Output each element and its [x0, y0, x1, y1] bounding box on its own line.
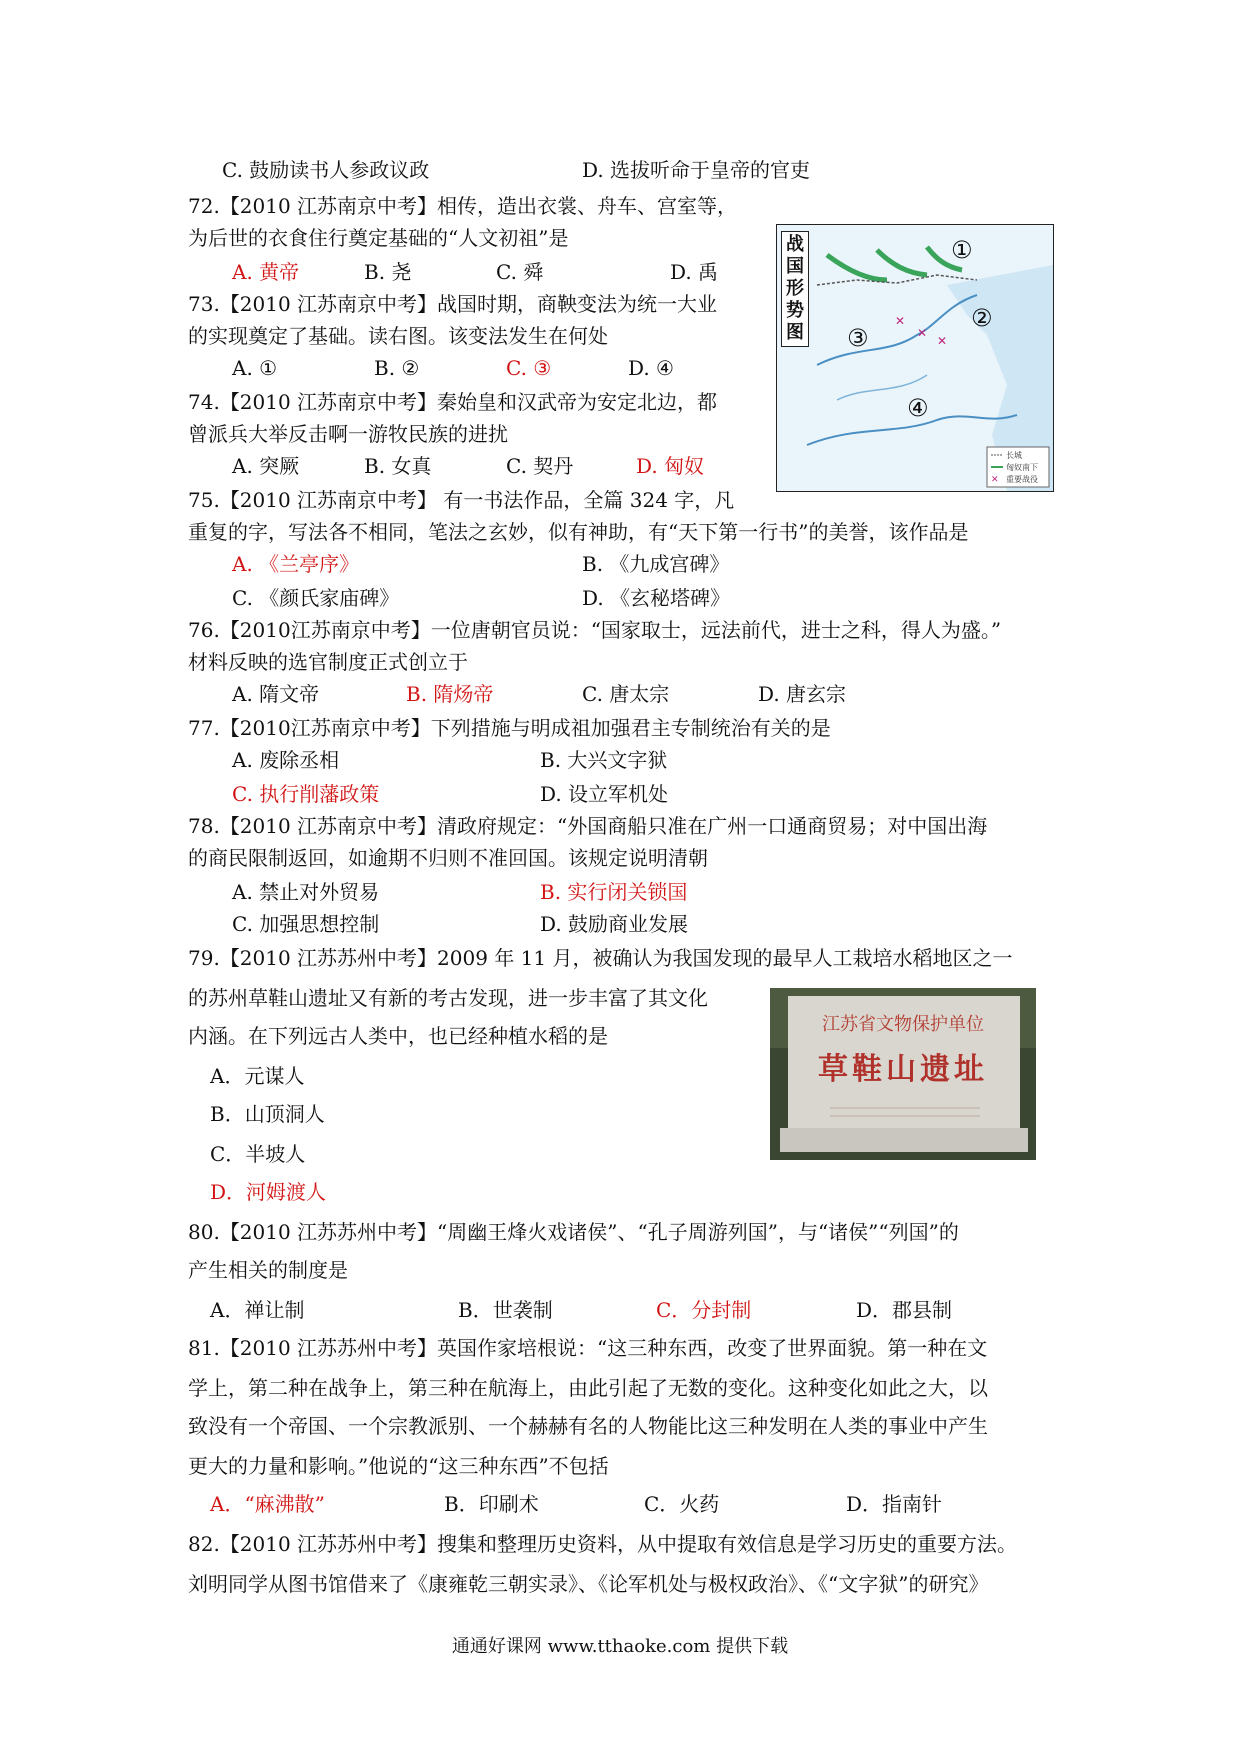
question-75-cont: 重复的字，写法各不相同，笔法之玄妙，似有神助，有“天下第一行书”的美誉，该作品是	[188, 520, 969, 544]
question-75: 75.【2010 江苏南京中考】 有一书法作品，全篇 324 字，凡	[188, 488, 735, 512]
legend-battle: 重要战役	[1006, 475, 1038, 484]
q80-option-d: D．郡县制	[856, 1298, 953, 1322]
q75-option-a: A. 《兰亭序》	[232, 552, 360, 576]
question-81: 81.【2010 江苏苏州中考】英国作家培根说：“这三种东西，改变了世界面貌。第一种在文	[188, 1336, 988, 1360]
warring-states-map	[776, 224, 1054, 492]
question-79-cont: 的苏州草鞋山遗址又有新的考古发现，进一步丰富了其文化	[188, 986, 708, 1010]
q75-option-d: D. 《玄秘塔碑》	[582, 586, 731, 610]
legend-xiongnu: 匈奴南下	[1006, 463, 1038, 472]
q72-option-a: A. 黄帝	[232, 260, 300, 284]
question-73-cont: 的实现奠定了基础。读右图。该变法发生在何处	[188, 324, 608, 348]
svg-text:✕: ✕	[937, 334, 948, 348]
q72-option-b: B. 尧	[364, 260, 412, 284]
q74-option-a: A. 突厥	[232, 454, 300, 478]
q78-option-a: A. 禁止对外贸易	[232, 880, 380, 904]
q73-option-a: A. ①	[232, 356, 278, 380]
question-81-cont: 学上，第二种在战争上，第三种在航海上，由此引起了无数的变化。这种变化如此之大，以	[188, 1376, 988, 1400]
caoxieshan-stone-photo	[770, 988, 1036, 1160]
q76-option-c: C. 唐太宗	[582, 682, 670, 706]
question-73: 73.【2010 江苏南京中考】战国时期，商鞅变法为统一大业	[188, 292, 718, 316]
q80-option-b: B．世袭制	[458, 1298, 553, 1322]
question-79-cont2: 内涵。在下列远古人类中，也已经种植水稻的是	[188, 1024, 608, 1048]
q73-option-b: B. ②	[374, 356, 420, 380]
legend-great-wall: 长城	[1006, 451, 1022, 460]
q71-option-d: D. 选拔听命于皇帝的官吏	[582, 158, 811, 182]
q79-option-a: A．元谋人	[210, 1064, 305, 1088]
q77-option-c: C. 执行削藩政策	[232, 782, 380, 806]
q73-option-c: C. ③	[506, 356, 552, 380]
q74-option-c: C. 契丹	[506, 454, 574, 478]
q72-option-d: D. 禹	[670, 260, 719, 284]
q77-option-a: A. 废除丞相	[232, 748, 340, 772]
stone-title: 草鞋山遗址	[818, 1052, 988, 1087]
q78-option-d: D. 鼓励商业发展	[540, 912, 689, 936]
q76-option-a: A. 隋文帝	[232, 682, 320, 706]
q79-option-c: C．半坡人	[210, 1142, 306, 1166]
q80-option-a: A．禅让制	[210, 1298, 305, 1322]
q78-option-b: B. 实行闭关锁国	[540, 880, 688, 904]
question-72-cont: 为后世的衣食住行奠定基础的“人文初祖”是	[188, 226, 569, 250]
q74-option-d: D. 匈奴	[636, 454, 705, 478]
q78-option-c: C. 加强思想控制	[232, 912, 380, 936]
question-78: 78.【2010 江苏南京中考】清政府规定：“外国商船只准在广州一口通商贸易；对中国出海	[188, 814, 988, 838]
q71-option-c: C. 鼓励读书人参政议政	[222, 158, 430, 182]
q72-option-c: C. 舜	[496, 260, 544, 284]
question-76: 76.【2010江苏南京中考】一位唐朝官员说：“国家取士，远法前代，进士之科，得人为盛。”	[188, 618, 1002, 642]
map-marker-3: ③	[847, 324, 869, 352]
q81-option-d: D．指南针	[846, 1492, 943, 1516]
q73-option-d: D. ④	[628, 356, 674, 380]
page-footer: 通通好课网 www.tthaoke.com 提供下载	[451, 1636, 789, 1657]
q81-option-c: C．火药	[644, 1492, 720, 1516]
q81-option-b: B．印刷术	[444, 1492, 539, 1516]
question-82-cont: 刘明同学从图书馆借来了《康雍乾三朝实录》、《论军机处与极权政治》、《“文字狱”的研究》	[188, 1572, 989, 1596]
map-marker-2: ②	[971, 304, 993, 332]
svg-text:✕: ✕	[895, 314, 906, 328]
q76-option-d: D. 唐玄宗	[758, 682, 847, 706]
map-graphic	[777, 225, 1053, 491]
question-80-cont: 产生相关的制度是	[188, 1258, 348, 1282]
q77-option-b: B. 大兴文字狱	[540, 748, 668, 772]
question-74: 74.【2010 江苏南京中考】秦始皇和汉武帝为安定北边，都	[188, 390, 718, 414]
question-77: 77.【2010江苏南京中考】下列措施与明成祖加强君主专制统治有关的是	[188, 716, 831, 740]
q80-option-c: C．分封制	[656, 1298, 752, 1322]
q79-option-d: D．河姆渡人	[210, 1180, 327, 1204]
question-74-cont: 曾派兵大举反击啊一游牧民族的进扰	[188, 422, 508, 446]
q75-option-b: B. 《九成宫碑》	[582, 552, 730, 576]
question-79: 79.【2010 江苏苏州中考】2009 年 11 月，被确认为我国发现的最早人工栽培水稻地区之一	[188, 946, 1013, 970]
q74-option-b: B. 女真	[364, 454, 432, 478]
map-title: 战国形势图	[781, 231, 809, 347]
q75-option-c: C. 《颜氏家庙碑》	[232, 586, 400, 610]
question-81-cont3: 更大的力量和影响。”他说的“这三种东西”不包括	[188, 1454, 609, 1478]
q77-option-d: D. 设立军机处	[540, 782, 669, 806]
question-81-cont2: 致没有一个帝国、一个宗教派别、一个赫赫有名的人物能比这三种发明在人类的事业中产生	[188, 1414, 988, 1438]
svg-text:✕: ✕	[991, 475, 999, 485]
question-76-cont: 材料反映的选官制度正式创立于	[188, 650, 468, 674]
q79-option-b: B．山顶洞人	[210, 1102, 325, 1126]
question-78-cont: 的商民限制返回，如逾期不归则不准回国。该规定说明清朝	[188, 846, 708, 870]
question-82: 82.【2010 江苏苏州中考】搜集和整理历史资料，从中提取有效信息是学习历史的重要方法。	[188, 1532, 1018, 1556]
q76-option-b: B. 隋炀帝	[406, 682, 494, 706]
question-80: 80.【2010 江苏苏州中考】“周幽王烽火戏诸侯”、“孔子周游列国”，与“诸侯”“列国”的	[188, 1220, 959, 1244]
stone-heading: 江苏省文物保护单位	[822, 1014, 984, 1035]
q81-option-a: A．“麻沸散”	[210, 1492, 325, 1516]
svg-text:✕: ✕	[917, 326, 928, 340]
map-marker-1: ①	[951, 236, 973, 264]
map-marker-4: ④	[907, 394, 929, 422]
question-72: 72.【2010 江苏南京中考】相传，造出衣裳、舟车、宫室等，	[188, 194, 738, 218]
